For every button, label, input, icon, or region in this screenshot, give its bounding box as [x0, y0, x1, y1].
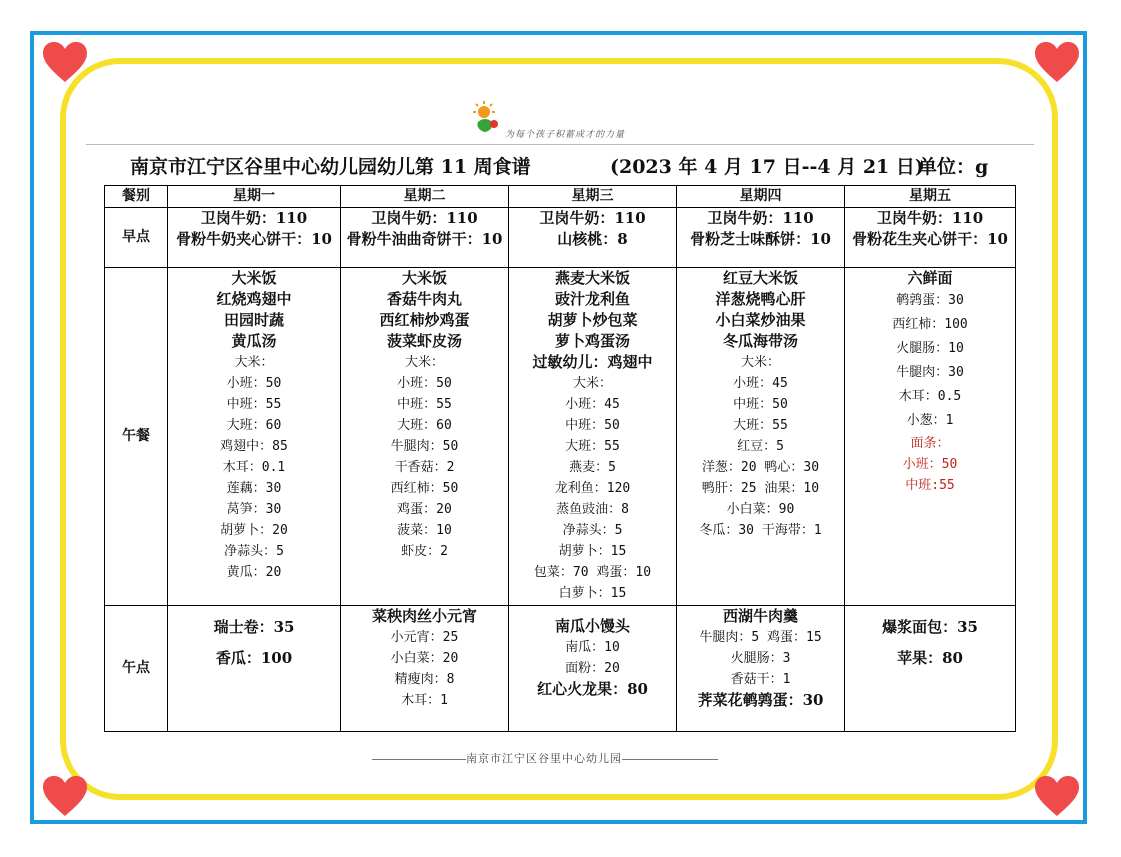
- title-date: (2023 年 4 月 17 日--4 月 21 日): [610, 156, 924, 178]
- slogan: 为每个孩子积蓄成才的力量: [505, 130, 626, 140]
- header-row: [105, 186, 1016, 208]
- breakfast-cell: 卫岗牛奶：110 山核桃：8: [509, 208, 677, 268]
- heart-icon: [1033, 40, 1081, 84]
- header-cell: 星期一: [168, 186, 341, 208]
- row-label: 早点: [105, 208, 168, 268]
- breakfast-cell: 卫岗牛奶：110 骨粉芝士味酥饼：10: [677, 208, 845, 268]
- header-cell: 星期二: [341, 186, 509, 208]
- footer-text: 南京市江宁区谷里中心幼儿园: [466, 752, 622, 765]
- header-cell: 星期五: [845, 186, 1016, 208]
- lunch-cell: 大米饭 香菇牛肉丸 西红柿炒鸡蛋 菠菜虾皮汤 大米： 小班：50 中班：55 大班：60 牛腿肉：50 干香菇：2 西红柿：50 鸡蛋：20 菠菜：10 虾皮：2: [341, 268, 509, 606]
- header-cell: 星期四: [677, 186, 845, 208]
- breakfast-row: [105, 208, 1016, 268]
- sun-child-logo-icon: [470, 100, 504, 136]
- lunch-cell: 大米饭 红烧鸡翅中 田园时蔬 黄瓜汤 大米： 小班：50 中班：55 大班：60 鸡翅中：85 木耳：0.1 莲藕：30 莴笋：30 胡萝卜：20 净蒜头：5 黄瓜：20: [168, 268, 341, 606]
- snack-row: [105, 606, 1016, 732]
- breakfast-cell: 卫岗牛奶：110 骨粉花生夹心饼干：10: [845, 208, 1016, 268]
- heart-icon: [1033, 774, 1081, 818]
- snack-cell: 爆浆面包：35 苹果：80: [845, 606, 1016, 732]
- row-label: 午点: [105, 606, 168, 732]
- page-title: [95, 152, 1015, 182]
- header-cell: 餐别: [105, 186, 168, 208]
- header-cell: 星期三: [509, 186, 677, 208]
- noodle-label: 面条：: [910, 436, 950, 451]
- lunch-cell: 燕麦大米饭 豉汁龙利鱼 胡萝卜炒包菜 萝卜鸡蛋汤 过敏幼儿：鸡翅中 大米： 小班：45 中班：50 大班：55 燕麦：5 龙利鱼：120 蒸鱼豉油：8 净蒜头：5 胡萝卜：15 包菜：70 鸡蛋：10 白萝卜：15: [509, 268, 677, 606]
- breakfast-cell: 卫岗牛奶：110 骨粉牛奶夹心饼干：10: [168, 208, 341, 268]
- row-label: 午餐: [105, 268, 168, 606]
- snack-cell: 瑞士卷：35 香瓜：100: [168, 606, 341, 732]
- title-main: 南京市江宁区谷里中心幼儿园幼儿第 11 周食谱: [130, 156, 531, 178]
- footer: [372, 750, 718, 766]
- heart-icon: [41, 40, 89, 84]
- snack-cell: 菜秧肉丝小元宵 小元宵：25 小白菜：20 精瘦肉：8 木耳：1: [341, 606, 509, 732]
- heart-icon: [41, 774, 89, 818]
- divider: [86, 144, 1034, 145]
- lunch-row: [105, 268, 1016, 606]
- lunch-cell: 六鲜面 鹌鹑蛋：30 西红柿：100 火腿肠：10 牛腿肉：30 木耳：0.5 小葱：1 面条： 小班：50 中班:55: [845, 268, 1016, 606]
- title-unit: 单位：g: [918, 156, 989, 178]
- lunch-cell: 红豆大米饭 洋葱烧鸭心肝 小白菜炒油果 冬瓜海带汤 大米： 小班：45 中班：50 大班：55 红豆：5 洋葱：20 鸭心：30 鸭肝：25 油果：10 小白菜：90 冬瓜：30 干海带：1: [677, 268, 845, 606]
- snack-cell: 西湖牛肉羹 牛腿肉：5 鸡蛋：15 火腿肠：3 香菇干：1 荠菜花鹌鹑蛋：30: [677, 606, 845, 732]
- menu-table: [104, 185, 1016, 732]
- snack-cell: 南瓜小馒头 南瓜：10 面粉：20 红心火龙果：80: [509, 606, 677, 732]
- breakfast-cell: 卫岗牛奶：110 骨粉牛油曲奇饼干：10: [341, 208, 509, 268]
